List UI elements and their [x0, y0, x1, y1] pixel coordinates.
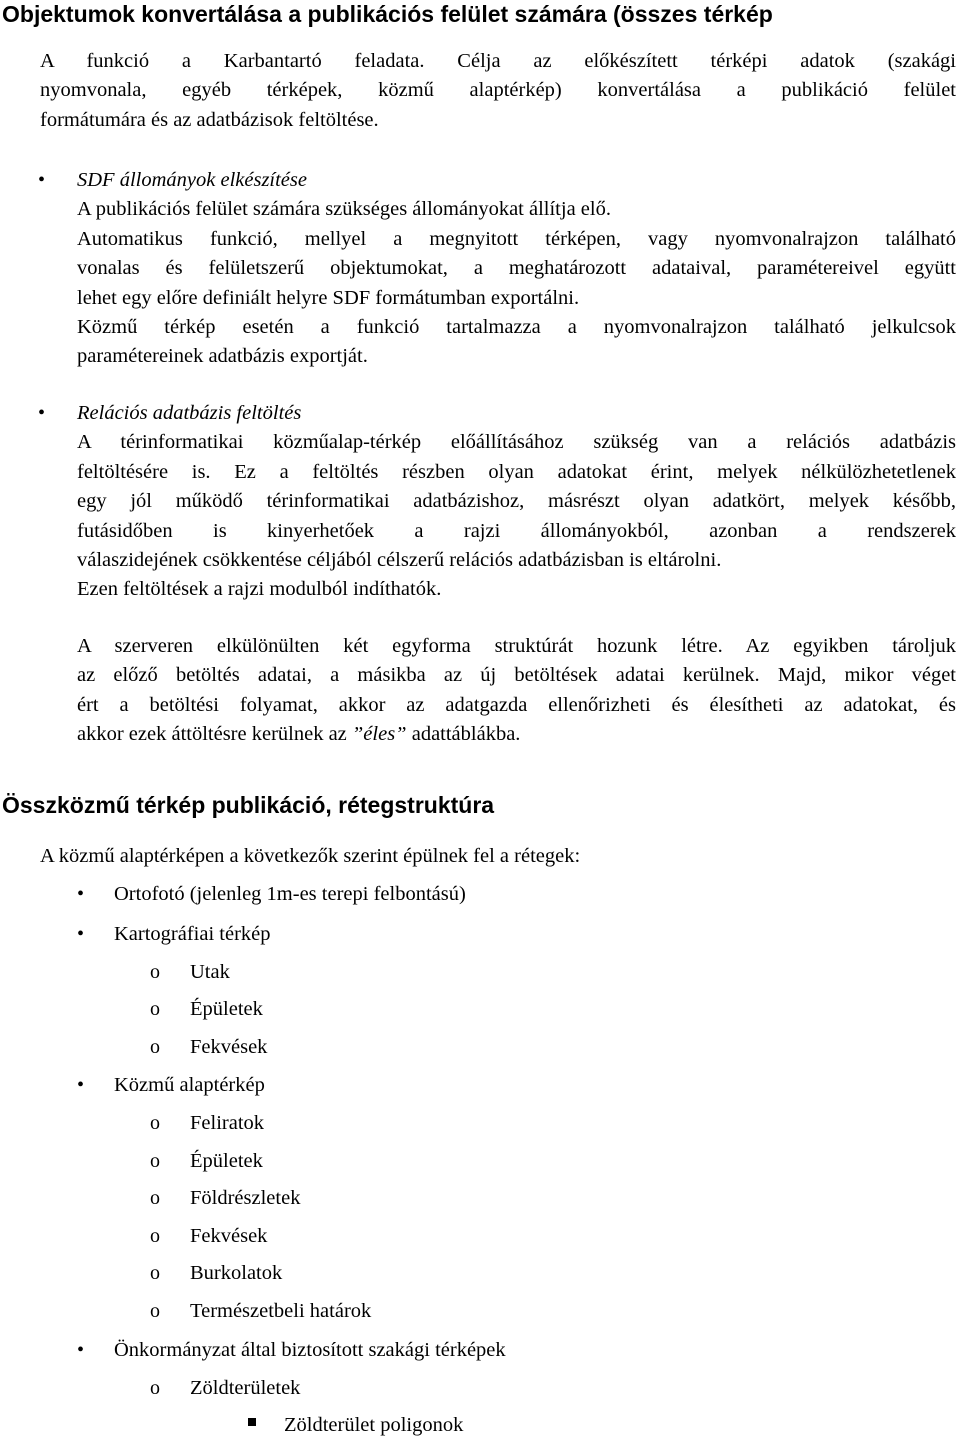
- layer-item: Kartográfiai térkép: [114, 923, 271, 945]
- server-line: A szerveren elkülönülten két egyforma struktúrát hozunk létre. Az egyikben tároljuk: [77, 635, 956, 657]
- square-bullet-icon: [248, 1418, 256, 1426]
- server-paragraph: [77, 632, 956, 750]
- intro-line: nyomvonala, egyéb térképek, közmű alaptérkép) konvertálása a publikáció felület: [40, 79, 956, 102]
- relational-title: Relációs adatbázis feltöltés: [77, 402, 302, 424]
- intro-line: A funkció a Karbantartó feladata. Célja az előkészített térképi adatok (szakági: [40, 50, 956, 72]
- section-heading-conversion: Objektumok konvertálása a publikációs felület számára (összes térkép: [2, 1, 773, 27]
- sub-bullet-icon: o: [150, 1300, 160, 1322]
- relational-block: [77, 399, 956, 605]
- relational-line: feltöltésére is. Ez a feltöltés részben olyan adatokat érint, melyek nélkülözhetetlenek: [77, 460, 956, 483]
- sub-bullet-icon: o: [150, 1377, 160, 1399]
- sub-bullet-icon: o: [150, 961, 160, 983]
- relational-line: egy jól működő térinformatikai adatbázishoz, másrészt olyan adatkört, melyek később,: [77, 490, 956, 513]
- layer-subitem: Természetbeli határok: [190, 1300, 372, 1322]
- layer-subitem: Földrészletek: [190, 1187, 301, 1209]
- layer-subitem: Utak: [190, 961, 230, 983]
- server-line: ért a betöltési folyamat, akkor az adatgazda ellenőrizheti és élesítheti az adatokat, és: [77, 693, 956, 716]
- sub-bullet-icon: o: [150, 998, 160, 1020]
- server-line-text: akkor ezek áttöltésre kerülnek az: [77, 723, 352, 746]
- server-line: [77, 720, 956, 749]
- layer-subitem: Épületek: [190, 998, 263, 1020]
- layer-subitem: Zöldterületek: [190, 1377, 301, 1399]
- bullet-icon: •: [77, 1074, 85, 1096]
- sub-bullet-icon: o: [150, 1150, 160, 1172]
- section-heading-layers: Összközmű térkép publikáció, rétegstruktúra: [2, 792, 495, 818]
- sdf-line: A publikációs felület számára szükséges állományokat állítja elő.: [77, 198, 611, 221]
- bullet-icon: •: [77, 923, 85, 945]
- relational-line: futásidőben is kinyerhetőek a rajzi állományokból, azonban a rendszerek: [77, 519, 956, 542]
- bullet-icon: •: [77, 883, 85, 905]
- sdf-line: paramétereinek adatbázis exportját.: [77, 345, 368, 368]
- server-line-text: adattáblákba.: [406, 723, 521, 746]
- sdf-line: Közmű térkép esetén a funkció tartalmazza a nyomvonalrajzon található jelkulcsok: [77, 316, 956, 339]
- eles-emphasis: ”éles”: [351, 723, 407, 746]
- sub-bullet-icon: o: [150, 1036, 160, 1058]
- server-line: az előző betöltés adatai, a másikba az új betöltések adatai kerülnek. Majd, mikor véget: [77, 664, 956, 687]
- layer-item: Önkormányzat által biztosított szakági térképek: [114, 1339, 506, 1361]
- layer-subitem: Épületek: [190, 1150, 263, 1172]
- intro-line: formátumára és az adatbázisok feltöltése.: [40, 108, 379, 131]
- sub-bullet-icon: o: [150, 1112, 160, 1134]
- relational-line: Ezen feltöltések a rajzi modulból indíthatók.: [77, 578, 442, 601]
- bullet-icon: •: [38, 402, 46, 424]
- sdf-line: lehet egy előre definiált helyre SDF formátumban exportálni.: [77, 286, 580, 309]
- layer-subsubitem: Zöldterület poligonok: [284, 1414, 464, 1436]
- relational-line: A térinformatikai közműalap-térkép előállításához szükség van a relációs adatbázis: [77, 431, 956, 454]
- sub-bullet-icon: o: [150, 1262, 160, 1284]
- layers-intro: A közmű alaptérképen a következők szerint épülnek fel a rétegek:: [40, 845, 581, 867]
- bullet-icon: •: [77, 1339, 85, 1361]
- sdf-block: [77, 166, 956, 372]
- layer-subitem: Fekvések: [190, 1036, 268, 1058]
- bullet-icon: •: [38, 169, 46, 191]
- relational-line: válaszidejének csökkentése céljából célszerű relációs adatbázisban is eltárolni.: [77, 549, 722, 572]
- sub-bullet-icon: o: [150, 1187, 160, 1209]
- layer-subitem: Feliratok: [190, 1112, 265, 1134]
- layer-item: Ortofotó (jelenleg 1m-es terepi felbontású): [114, 883, 466, 905]
- sdf-title: SDF állományok elkészítése: [77, 169, 307, 191]
- layer-subitem: Burkolatok: [190, 1262, 283, 1284]
- layer-subitem: Fekvések: [190, 1225, 268, 1247]
- sdf-line: vonalas és felületszerű objektumokat, a meghatározott adataival, paramétereivel együtt: [77, 257, 956, 280]
- intro-paragraph: [40, 47, 956, 135]
- layer-item: Közmű alaptérkép: [114, 1074, 265, 1096]
- sub-bullet-icon: o: [150, 1225, 160, 1247]
- sdf-line: Automatikus funkció, mellyel a megnyitott térképen, vagy nyomvonalrajzon található: [77, 227, 956, 250]
